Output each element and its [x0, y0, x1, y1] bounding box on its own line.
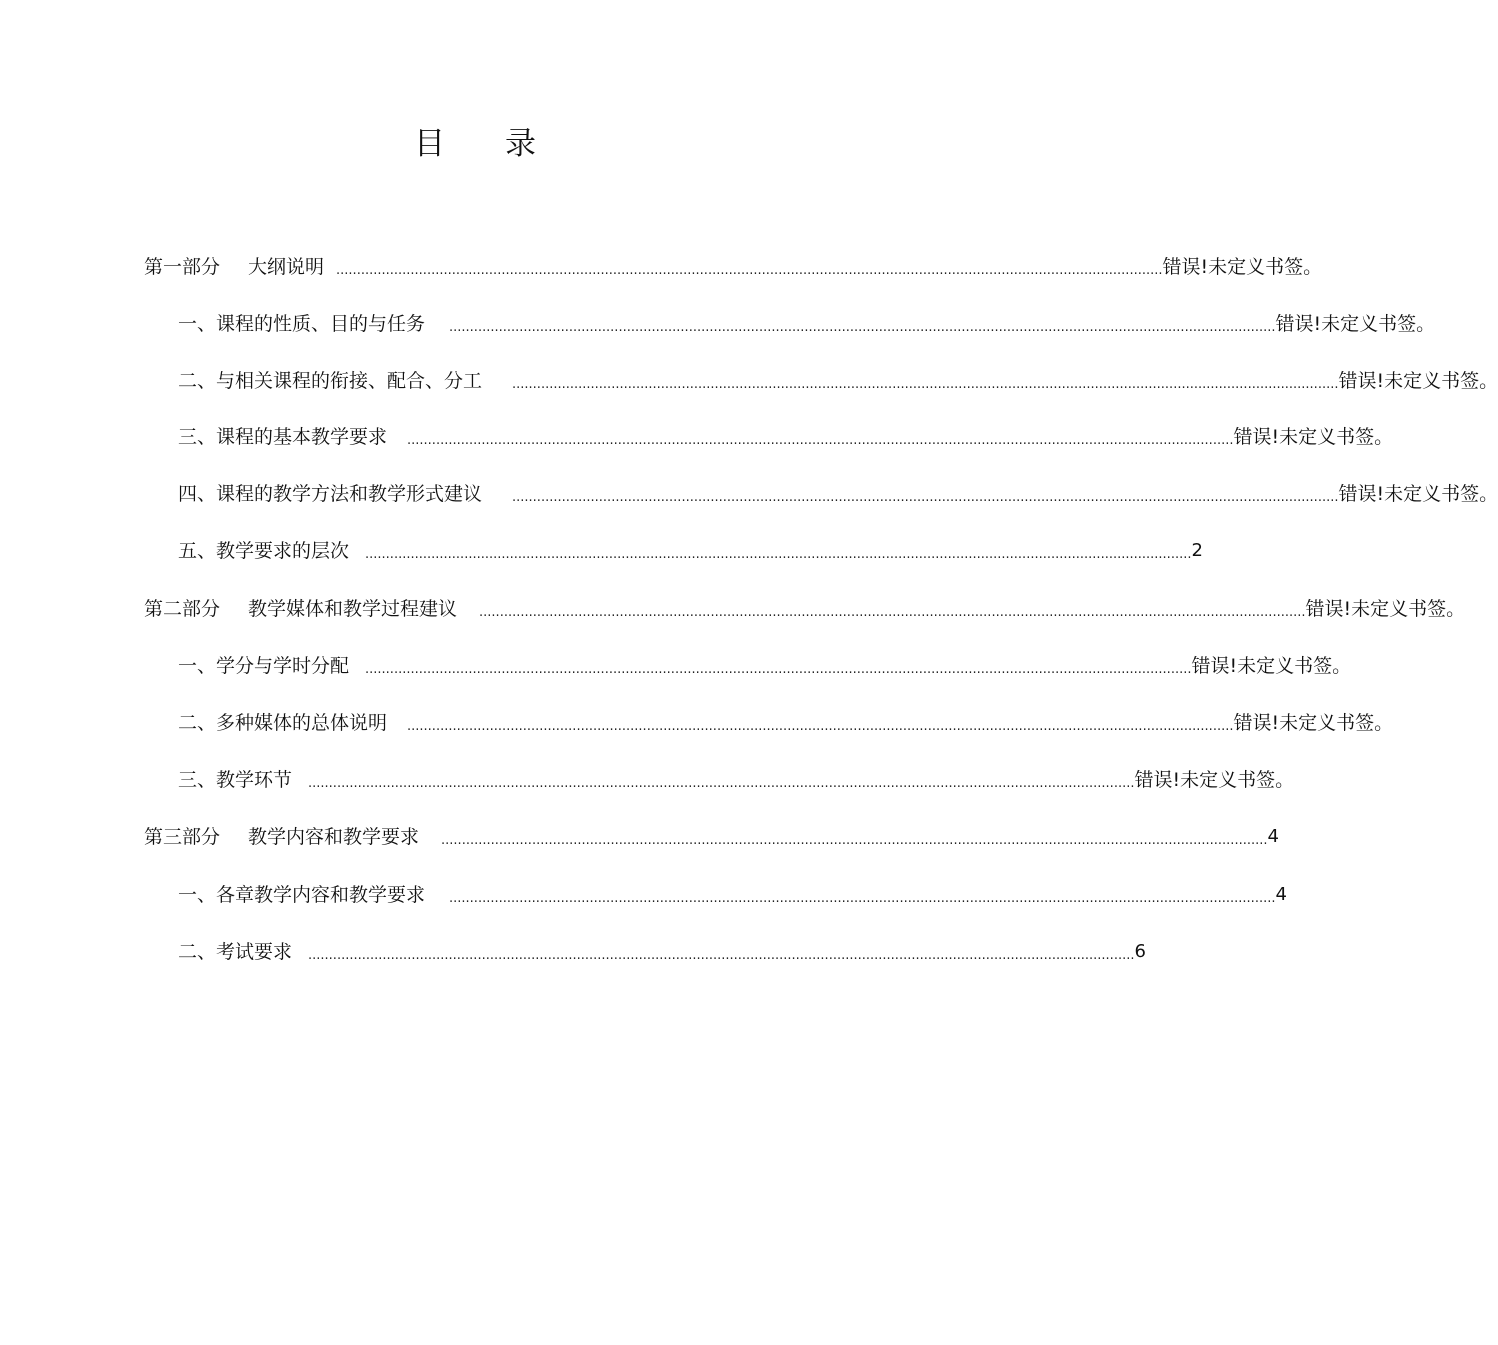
toc-entry[interactable]: [178, 309, 1436, 339]
toc-entry[interactable]: [178, 937, 1146, 967]
toc-entry[interactable]: [144, 594, 1466, 624]
toc-entry-page: 错误!未定义书签。: [1338, 370, 1498, 392]
dot-leader: ........................................................................................................................................................................................................: [336, 263, 1163, 278]
toc-entry-text: 二、与相关课程的衔接、配合、分工: [178, 370, 483, 392]
toc-entry-text: 二、多种媒体的总体说明: [178, 712, 388, 734]
toc-entry-page: 4: [1275, 884, 1287, 905]
toc-entry[interactable]: [178, 366, 1498, 396]
toc-entry[interactable]: [144, 822, 1279, 852]
dot-leader: ........................................................................................................................................................................................................: [479, 605, 1306, 620]
toc-entry-text: 五、教学要求的层次: [178, 540, 350, 562]
toc-entry-text: 教学内容和教学要求: [248, 826, 420, 848]
toc-entry-page: 错误!未定义书签。: [1162, 256, 1323, 278]
toc-entry-section: 第二部分: [144, 598, 221, 620]
toc-entry[interactable]: [178, 422, 1394, 452]
toc-entry-text: 一、学分与学时分配: [178, 655, 350, 677]
toc-entry-page: 错误!未定义书签。: [1275, 313, 1436, 335]
toc-entry-page: 错误!未定义书签。: [1305, 598, 1466, 620]
toc-entry-text: 一、课程的性质、目的与任务: [178, 313, 426, 335]
toc-entry[interactable]: [178, 708, 1394, 738]
toc-entry-text: 二、考试要求: [178, 941, 293, 963]
dot-leader: ........................................................................................................................................................................................................: [512, 377, 1339, 392]
toc-entry-section: 第三部分: [144, 826, 221, 848]
toc-entry-page: 错误!未定义书签。: [1233, 426, 1394, 448]
toc-entry[interactable]: [178, 765, 1295, 795]
toc-entry-text: 一、各章教学内容和教学要求: [178, 884, 426, 906]
toc-entry[interactable]: [178, 536, 1203, 566]
toc-entry[interactable]: [178, 479, 1498, 509]
toc-entry-page: 错误!未定义书签。: [1134, 769, 1295, 791]
dot-leader: ........................................................................................................................................................................................................: [449, 891, 1276, 906]
toc-entry-page: 2: [1191, 540, 1203, 561]
dot-leader: ........................................................................................................................................................................................................: [365, 547, 1192, 562]
dot-leader: ........................................................................................................................................................................................................: [407, 719, 1234, 734]
title-char-1: 目: [414, 126, 445, 162]
dot-leader: ........................................................................................................................................................................................................: [308, 776, 1135, 791]
dot-leader: ........................................................................................................................................................................................................: [407, 433, 1234, 448]
toc-entry[interactable]: [178, 651, 1352, 681]
toc-entry-page: 错误!未定义书签。: [1338, 483, 1498, 505]
toc-entry-page: 错误!未定义书签。: [1191, 655, 1352, 677]
toc-entry-section: 第一部分: [144, 256, 221, 278]
toc-entry-page: 6: [1134, 941, 1146, 962]
toc-entry-text: 三、教学环节: [178, 769, 293, 791]
toc-entry[interactable]: [144, 252, 1323, 282]
toc-entry-page: 4: [1267, 826, 1279, 847]
title-char-2: 录: [505, 126, 536, 162]
dot-leader: ........................................................................................................................................................................................................: [308, 948, 1135, 963]
toc-entry-page: 错误!未定义书签。: [1233, 712, 1394, 734]
toc-entry[interactable]: [178, 880, 1287, 910]
dot-leader: ........................................................................................................................................................................................................: [512, 490, 1339, 505]
toc-entry-text: 大纲说明: [248, 256, 325, 278]
dot-leader: ........................................................................................................................................................................................................: [449, 320, 1276, 335]
toc-entry-text: 教学媒体和教学过程建议: [248, 598, 458, 620]
dot-leader: ........................................................................................................................................................................................................: [365, 662, 1192, 677]
toc-entry-text: 四、课程的教学方法和教学形式建议: [178, 483, 483, 505]
toc-entry-text: 三、课程的基本教学要求: [178, 426, 388, 448]
dot-leader: ........................................................................................................................................................................................................: [441, 833, 1268, 848]
